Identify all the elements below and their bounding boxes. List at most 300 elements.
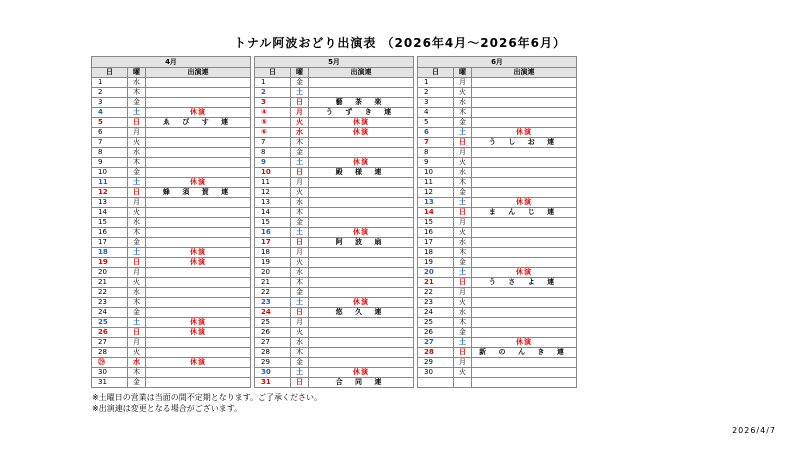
weekday-cell: 水: [128, 288, 146, 298]
weekday-cell: 火: [291, 188, 309, 198]
day-cell: 12: [418, 188, 454, 198]
table-row: [92, 268, 577, 278]
day-cell: 13: [418, 198, 454, 208]
day-cell: 21: [92, 278, 128, 288]
weekday-cell: 水: [291, 128, 309, 138]
weekday-cell: 日: [454, 348, 472, 358]
day-cell: 28: [255, 348, 291, 358]
performer-cell: う ず き 連: [309, 108, 414, 118]
col-header-day: 日: [255, 68, 291, 78]
performer-cell: 休演: [309, 368, 414, 378]
performer-cell: [472, 308, 577, 318]
weekday-cell: 水: [291, 268, 309, 278]
day-cell: 11: [92, 178, 128, 188]
weekday-cell: 土: [291, 298, 309, 308]
day-cell: 16: [418, 228, 454, 238]
column-header-row: [92, 68, 577, 78]
day-cell: 28: [92, 348, 128, 358]
day-cell: 27: [255, 338, 291, 348]
performer-cell: [309, 268, 414, 278]
weekday-cell: 月: [454, 148, 472, 158]
day-cell: 18: [418, 248, 454, 258]
day-cell: 17: [92, 238, 128, 248]
table-row: [92, 198, 577, 208]
performer-cell: [472, 328, 577, 338]
weekday-cell: 木: [128, 158, 146, 168]
weekday-cell: 木: [128, 228, 146, 238]
performer-cell: 休演: [146, 108, 251, 118]
day-cell: 27: [92, 338, 128, 348]
day-cell: 20: [255, 268, 291, 278]
performer-cell: [309, 288, 414, 298]
weekday-cell: 月: [128, 268, 146, 278]
day-cell: 21: [255, 278, 291, 288]
performer-cell: 休演: [146, 248, 251, 258]
day-cell: 22: [418, 288, 454, 298]
weekday-cell: 日: [454, 278, 472, 288]
performer-cell: [146, 168, 251, 178]
weekday-cell: 火: [291, 118, 309, 128]
day-cell: 29: [255, 358, 291, 368]
performer-cell: 阿 波 扇: [309, 238, 414, 248]
day-cell: 21: [418, 278, 454, 288]
day-cell: 25: [92, 318, 128, 328]
performer-cell: う し お 連: [472, 138, 577, 148]
performer-cell: [472, 148, 577, 158]
day-cell: 29: [418, 358, 454, 368]
day-cell: 6: [92, 128, 128, 138]
day-cell: 17: [418, 238, 454, 248]
day-cell: 5: [92, 118, 128, 128]
table-row: [92, 128, 577, 138]
day-cell: 3: [255, 98, 291, 108]
weekday-cell: 金: [454, 328, 472, 338]
table-row: [92, 188, 577, 198]
performer-cell: [472, 98, 577, 108]
table-row: [92, 288, 577, 298]
schedule-table: [91, 56, 577, 388]
table-row: [92, 238, 577, 248]
col-header-day: 日: [418, 68, 454, 78]
weekday-cell: 月: [291, 248, 309, 258]
day-cell: 3: [92, 98, 128, 108]
weekday-cell: 水: [291, 198, 309, 208]
weekday-cell: 土: [291, 228, 309, 238]
table-row: [92, 78, 577, 88]
weekday-cell: 木: [291, 278, 309, 288]
day-cell: 17: [255, 238, 291, 248]
performer-cell: 休演: [146, 258, 251, 268]
col-header-weekday: 曜: [291, 68, 309, 78]
day-cell: ⑥: [255, 128, 291, 138]
day-cell: 8: [92, 148, 128, 158]
day-cell: 2: [418, 88, 454, 98]
weekday-cell: 火: [128, 208, 146, 218]
day-cell: 8: [255, 148, 291, 158]
month-header-april: 4月: [92, 57, 251, 68]
performer-cell: [309, 278, 414, 288]
weekday-cell: 月: [291, 178, 309, 188]
weekday-cell: 土: [291, 368, 309, 378]
weekday-cell: 木: [291, 348, 309, 358]
weekday-cell: 火: [454, 88, 472, 98]
weekday-cell: 金: [128, 378, 146, 388]
performer-cell: [472, 288, 577, 298]
performer-cell: 殿 様 連: [309, 168, 414, 178]
performer-cell: ゑ び す 連: [146, 118, 251, 128]
weekday-cell: 日: [291, 238, 309, 248]
day-cell: 10: [92, 168, 128, 178]
weekday-cell: 火: [454, 368, 472, 378]
weekday-cell: 水: [454, 168, 472, 178]
weekday-cell: 月: [454, 288, 472, 298]
table-row: [92, 118, 577, 128]
table-row: [92, 338, 577, 348]
col-header-weekday: 曜: [128, 68, 146, 78]
weekday-cell: 火: [128, 348, 146, 358]
weekday-cell: 金: [128, 238, 146, 248]
performer-cell: 藝 茶 楽: [309, 98, 414, 108]
weekday-cell: 火: [291, 258, 309, 268]
performer-cell: [146, 228, 251, 238]
day-cell: 10: [255, 168, 291, 178]
day-cell: 12: [92, 188, 128, 198]
day-cell: 24: [255, 308, 291, 318]
weekday-cell: 木: [454, 178, 472, 188]
weekday-cell: 日: [291, 308, 309, 318]
weekday-cell: 水: [454, 98, 472, 108]
day-cell: 11: [255, 178, 291, 188]
table-row: [92, 228, 577, 238]
day-cell: 19: [92, 258, 128, 268]
weekday-cell: 金: [291, 78, 309, 88]
weekday-cell: 金: [291, 288, 309, 298]
weekday-cell: 月: [128, 198, 146, 208]
weekday-cell: 月: [291, 108, 309, 118]
weekday-cell: 土: [454, 128, 472, 138]
day-cell: 27: [418, 338, 454, 348]
day-cell: ⑤: [255, 118, 291, 128]
performer-cell: 休演: [472, 338, 577, 348]
day-cell: 10: [418, 168, 454, 178]
day-cell: 16: [255, 228, 291, 238]
table-row: [92, 358, 577, 368]
month-header-may: 5月: [255, 57, 414, 68]
page-title: トナル阿波おどり出演表 （2026年4月～2026年6月）: [233, 36, 567, 50]
day-cell: 14: [92, 208, 128, 218]
weekday-cell: 月: [128, 338, 146, 348]
day-cell: 1: [418, 78, 454, 88]
day-cell: 2: [255, 88, 291, 98]
performer-cell: う さ よ 連: [472, 278, 577, 288]
performer-cell: [146, 268, 251, 278]
performer-cell: [472, 378, 577, 388]
day-cell: 13: [255, 198, 291, 208]
weekday-cell: 日: [128, 188, 146, 198]
day-cell: 11: [418, 178, 454, 188]
performer-cell: [472, 78, 577, 88]
day-cell: 15: [92, 218, 128, 228]
day-cell: 31: [255, 378, 291, 388]
table-row: [92, 378, 577, 388]
performer-cell: 休演: [309, 228, 414, 238]
performer-cell: [146, 78, 251, 88]
performer-cell: 休演: [472, 268, 577, 278]
performer-cell: [472, 358, 577, 368]
performer-cell: [309, 148, 414, 158]
weekday-cell: 木: [128, 368, 146, 378]
day-cell: 9: [255, 158, 291, 168]
performer-cell: [309, 338, 414, 348]
performer-cell: [309, 358, 414, 368]
weekday-cell: 日: [454, 208, 472, 218]
day-cell: 22: [255, 288, 291, 298]
table-row: [92, 158, 577, 168]
performer-cell: [309, 88, 414, 98]
month-header-row: [92, 57, 577, 68]
weekday-cell: 金: [454, 118, 472, 128]
table-row: [92, 298, 577, 308]
day-cell: 1: [255, 78, 291, 88]
day-cell: 23: [255, 298, 291, 308]
performer-cell: [472, 228, 577, 238]
weekday-cell: 木: [454, 248, 472, 258]
day-cell: 25: [255, 318, 291, 328]
performer-cell: [309, 178, 414, 188]
day-cell: 24: [92, 308, 128, 318]
table-row: [92, 218, 577, 228]
month-header-june: 6月: [418, 57, 577, 68]
performer-cell: [472, 368, 577, 378]
performer-cell: 休演: [309, 298, 414, 308]
col-header-perf: 出演連: [309, 68, 414, 78]
weekday-cell: 土: [128, 318, 146, 328]
weekday-cell: 水: [128, 78, 146, 88]
day-cell: 19: [418, 258, 454, 268]
performer-cell: [146, 338, 251, 348]
day-cell: 30: [92, 368, 128, 378]
weekday-cell: 水: [128, 218, 146, 228]
col-header-perf: 出演連: [472, 68, 577, 78]
day-cell: 18: [255, 248, 291, 258]
performer-cell: [472, 258, 577, 268]
weekday-cell: 金: [454, 188, 472, 198]
performer-cell: [472, 188, 577, 198]
day-cell: 26: [418, 328, 454, 338]
table-row: [92, 318, 577, 328]
weekday-cell: 月: [454, 78, 472, 88]
day-cell: 25: [418, 318, 454, 328]
day-cell: 30: [255, 368, 291, 378]
table-row: [92, 258, 577, 268]
day-cell: 9: [418, 158, 454, 168]
performer-cell: [472, 168, 577, 178]
table-row: [92, 178, 577, 188]
performer-cell: 休演: [309, 128, 414, 138]
day-cell: 30: [418, 368, 454, 378]
day-cell: 9: [92, 158, 128, 168]
note-change: ※出演連は変更となる場合がございます。: [92, 404, 243, 413]
weekday-cell: 土: [291, 158, 309, 168]
publish-date: 2026/4/7: [732, 426, 776, 435]
performer-cell: 休演: [146, 178, 251, 188]
weekday-cell: 日: [128, 328, 146, 338]
performer-cell: [309, 218, 414, 228]
day-cell: 23: [92, 298, 128, 308]
weekday-cell: 月: [291, 318, 309, 328]
weekday-cell: 火: [454, 158, 472, 168]
weekday-cell: 土: [454, 268, 472, 278]
weekday-cell: 木: [454, 108, 472, 118]
day-cell: 14: [255, 208, 291, 218]
day-cell: 15: [255, 218, 291, 228]
weekday-cell: 土: [454, 198, 472, 208]
weekday-cell: 土: [128, 108, 146, 118]
performer-cell: [309, 188, 414, 198]
performer-cell: [146, 288, 251, 298]
day-cell: 12: [255, 188, 291, 198]
day-cell: 14: [418, 208, 454, 218]
performer-cell: [472, 178, 577, 188]
performer-cell: [472, 248, 577, 258]
day-cell: 19: [255, 258, 291, 268]
performer-cell: 休演: [146, 358, 251, 368]
performer-cell: [309, 258, 414, 268]
performer-cell: 休演: [146, 318, 251, 328]
table-row: [92, 278, 577, 288]
day-cell: 13: [92, 198, 128, 208]
table-row: [92, 328, 577, 338]
table-row: [92, 368, 577, 378]
day-cell: [418, 378, 454, 388]
table-row: [92, 138, 577, 148]
performer-cell: [146, 138, 251, 148]
performer-cell: 蜂 須 賀 連: [146, 188, 251, 198]
day-cell: 23: [418, 298, 454, 308]
table-row: [92, 108, 577, 118]
day-cell: 22: [92, 288, 128, 298]
weekday-cell: 金: [128, 168, 146, 178]
col-header-perf: 出演連: [146, 68, 251, 78]
performer-cell: [146, 88, 251, 98]
performer-cell: 休演: [309, 118, 414, 128]
day-cell: 3: [418, 98, 454, 108]
table-row: [92, 308, 577, 318]
day-cell: 7: [255, 138, 291, 148]
weekday-cell: 火: [128, 138, 146, 148]
performer-cell: [309, 328, 414, 338]
performer-cell: 休演: [472, 128, 577, 138]
day-cell: 26: [255, 328, 291, 338]
day-cell: ㉙: [92, 358, 128, 368]
performer-cell: [146, 148, 251, 158]
weekday-cell: 水: [454, 308, 472, 318]
day-cell: 16: [92, 228, 128, 238]
table-row: [92, 348, 577, 358]
weekday-cell: 水: [128, 148, 146, 158]
performer-cell: [309, 318, 414, 328]
weekday-cell: 月: [454, 218, 472, 228]
performer-cell: [146, 278, 251, 288]
weekday-cell: 木: [128, 298, 146, 308]
performer-cell: 休演: [309, 158, 414, 168]
weekday-cell: 日: [291, 98, 309, 108]
day-cell: 2: [92, 88, 128, 98]
day-cell: 4: [418, 108, 454, 118]
table-row: [92, 168, 577, 178]
performer-cell: [472, 88, 577, 98]
weekday-cell: 土: [128, 248, 146, 258]
note-saturday: ※土曜日の営業は当面の間不定期となります。ご了承ください。: [92, 393, 323, 402]
table-row: [92, 248, 577, 258]
performer-cell: [472, 298, 577, 308]
weekday-cell: 水: [128, 358, 146, 368]
col-header-day: 日: [92, 68, 128, 78]
performer-cell: [472, 158, 577, 168]
performer-cell: [146, 218, 251, 228]
performer-cell: [146, 128, 251, 138]
col-header-weekday: 曜: [454, 68, 472, 78]
day-cell: 7: [418, 138, 454, 148]
weekday-cell: 日: [291, 378, 309, 388]
weekday-cell: 日: [454, 138, 472, 148]
performer-cell: [472, 108, 577, 118]
weekday-cell: 金: [291, 218, 309, 228]
day-cell: 28: [418, 348, 454, 358]
table-row: [92, 148, 577, 158]
performer-cell: [146, 98, 251, 108]
day-cell: 15: [418, 218, 454, 228]
weekday-cell: 水: [291, 338, 309, 348]
performer-cell: [309, 198, 414, 208]
performer-cell: [472, 218, 577, 228]
performer-cell: [309, 348, 414, 358]
performer-cell: [146, 308, 251, 318]
weekday-cell: 土: [128, 178, 146, 188]
performer-cell: 悠 久 連: [309, 308, 414, 318]
weekday-cell: 水: [454, 238, 472, 248]
day-cell: 6: [418, 128, 454, 138]
weekday-cell: 日: [291, 168, 309, 178]
weekday-cell: 月: [128, 128, 146, 138]
day-cell: 20: [92, 268, 128, 278]
day-cell: 31: [92, 378, 128, 388]
performer-cell: 休演: [472, 198, 577, 208]
performer-cell: ま ん じ 連: [472, 208, 577, 218]
notes: [92, 392, 322, 414]
performer-cell: 休演: [146, 328, 251, 338]
performer-cell: [472, 318, 577, 328]
table-row: [92, 98, 577, 108]
weekday-cell: 木: [128, 88, 146, 98]
table-row: [92, 88, 577, 98]
performer-cell: [309, 138, 414, 148]
weekday-cell: 木: [454, 318, 472, 328]
performer-cell: [146, 158, 251, 168]
weekday-cell: 木: [291, 208, 309, 218]
day-cell: 7: [92, 138, 128, 148]
performer-cell: [146, 298, 251, 308]
performer-cell: [472, 238, 577, 248]
day-cell: 5: [418, 118, 454, 128]
performer-cell: [309, 208, 414, 218]
performer-cell: [309, 248, 414, 258]
weekday-cell: 土: [291, 88, 309, 98]
weekday-cell: 日: [128, 118, 146, 128]
performer-cell: [146, 208, 251, 218]
performer-cell: 新 の ん き 連: [472, 348, 577, 358]
day-cell: ④: [255, 108, 291, 118]
